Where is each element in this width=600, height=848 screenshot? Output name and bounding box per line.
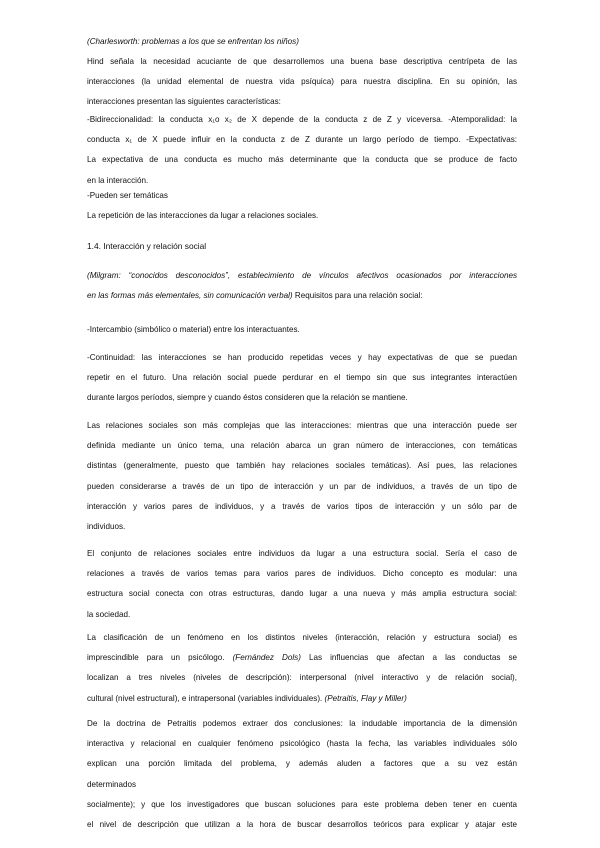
text-line: interactiva y relacional en cualquier fenómeno psicológico (hasta la fecha, las variables individuales sólo (87, 739, 517, 749)
text-line: conducta x₁ de X puede influir en la conducta z de Z durante un largo período de tiempo. -Expectativas: (87, 135, 517, 145)
text-line: interacción y varios pares de individuos, y a través de varios tipos de interacción y un sólo par de (87, 501, 517, 511)
paragraph-hind (87, 52, 517, 113)
text-line: -Intercambio (simbólico o material) entre los interactuantes. (87, 325, 300, 334)
text-line: la sociedad. (87, 609, 131, 619)
citation-petraitis: (Petraitis, Flay y Miller) (324, 693, 407, 703)
text-line (87, 689, 517, 709)
text-fragment: imprescindible para un psicólogo. (87, 653, 233, 663)
text-line: El conjunto de relaciones sociales entre individuos da lugar a una estructura social. Sería el caso de (87, 549, 517, 558)
text-line: el nivel de descripción que utilizan a la hora de buscar desarrollos teóricos para explicar y atajar este (87, 820, 517, 830)
text-line: estructura social conecta con otras estructuras, dando lugar a una nueva y más amplia estructura social: (87, 589, 517, 599)
text-line: distintas (generalmente, puesto que también hay relaciones sociales temáticas). Así pues, las relaciones (87, 461, 517, 471)
text-line: repetir en el futuro. Una relación social puede perdurar en el tiempo sin que sus integrantes interactúen (87, 373, 517, 383)
section-title: 1.4. Interacción y relación social (87, 241, 207, 251)
paragraph-petraitis (87, 714, 517, 835)
paragraph-repetition (87, 206, 517, 226)
text-line: La repetición de las interacciones da lugar a relaciones sociales. (87, 211, 319, 220)
text-line: relaciones a través de varios temas para varios pares de individuos. Dicho concepto es modular: una (87, 569, 517, 579)
paragraph-continuity (87, 348, 517, 409)
text-line: Hind señala la necesidad acuciante de que desarrollemos una buena base descriptiva centrípeta de las (87, 57, 517, 66)
text-line: De la doctrina de Petraitis podemos extraer dos conclusiones: la indudable importancia de la dimensión (87, 719, 517, 728)
text-line: La clasificación de un fenómeno en los distintos niveles (interacción, relación y estructura social) es (87, 633, 517, 642)
text-line: en la interacción. (87, 175, 149, 185)
text-line: -Pueden ser temáticas (87, 191, 168, 200)
paragraph-milgram (87, 266, 517, 306)
citation-milgram-line: (Milgram: “conocidos desconocidos”, establecimiento de vínculos afectivos ocasionados por interacciones (87, 271, 517, 280)
text-line: -Bidireccionalidad: la conducta x₁o x₂ de X depende de la conducta z de Z y viceversa. -Atemporalidad: la (87, 115, 517, 124)
text-fragment: cultural (nivel estructural), e intrapersonal (variables individuales). (87, 693, 325, 703)
paragraph-structure (87, 544, 517, 625)
citation-milgram-line: en las formas más elementales, sin comunicación verbal) (87, 291, 293, 301)
text-line: Las relaciones sociales son más complejas que las interacciones: mientras que una interacción puede ser (87, 421, 517, 430)
citation-fernandez-dols: (Fernández Dols) (232, 653, 301, 663)
text-line: interacciones (la unidad elemental de nuestra vida psíquica) para nuestra disciplina. En su opinión, las (87, 77, 517, 87)
text-line (87, 648, 517, 668)
paragraph-classification (87, 628, 517, 709)
requirements-intro: Requisitos para una relación social: (292, 291, 423, 301)
text-line: individuos. (87, 522, 126, 532)
text-line: durante largos períodos, siempre y cuando éstos consideren que la relación se mantiene. (87, 393, 408, 403)
section-heading (87, 236, 517, 256)
paragraph-exchange (87, 320, 517, 340)
citation-text: (Charlesworth: problemas a los que se enfrentan los niños) (87, 37, 299, 46)
text-line: explican una porción limitada del problema, y además aluden a factores que a su vez están (87, 759, 517, 769)
text-line: -Continuidad: las interacciones se han producido repetidas veces y hay expectativas de que se puedan (87, 353, 517, 362)
text-line: determinados (87, 779, 137, 789)
paragraph-characteristics (87, 110, 517, 191)
text-line: interacciones presentan las siguientes características: (87, 97, 281, 107)
paragraph-thematic (87, 186, 517, 206)
text-fragment: Las influencias que afectan a las conductas se (300, 653, 517, 663)
citation-charlesworth (87, 32, 517, 52)
text-line: socialmente); y que los investigadores que buscan soluciones para este problema deben tener en cuenta (87, 799, 517, 809)
text-line (87, 286, 517, 306)
text-line: pueden considerarse a través de un tipo de interacción y un par de individuos, a través de un tipo de (87, 481, 517, 491)
text-line: La expectativa de una conducta es mucho más determinante que la conducta que se produce de facto (87, 155, 517, 165)
text-line: localizan a tres niveles (niveles de descripción): interpersonal (nivel interactivo y de relación social), (87, 673, 517, 683)
text-line: definida mediante un único tema, una relación abarca un gran número de interacciones, con temáticas (87, 441, 517, 451)
paragraph-complexity (87, 416, 517, 537)
